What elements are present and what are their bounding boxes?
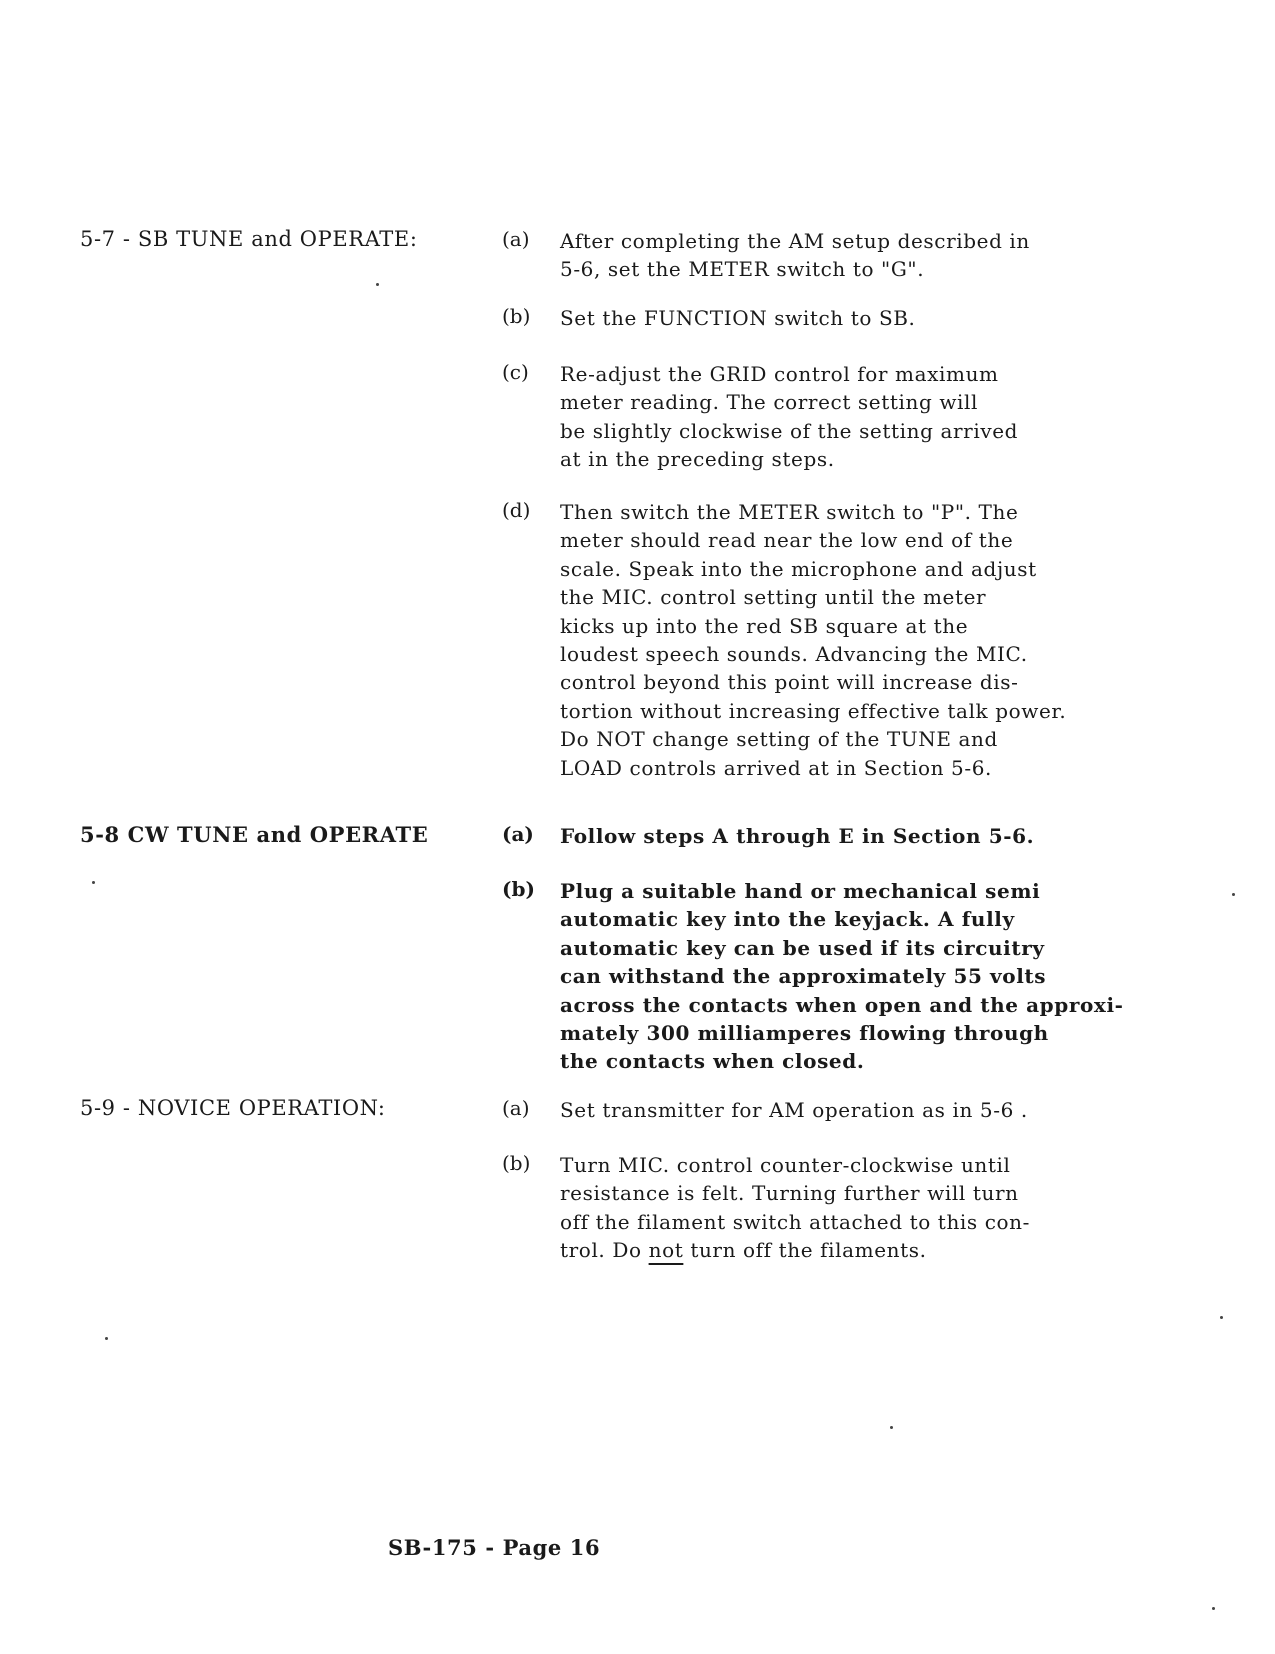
scan-speck <box>92 881 95 884</box>
text-line: mately 300 milliamperes flowing through <box>560 1021 1049 1046</box>
text-line: tortion without increasing effective talk power. <box>560 698 1067 723</box>
text-line: can withstand the approximately 55 volts <box>560 964 1047 989</box>
scan-speck <box>890 1426 893 1429</box>
text-line: automatic key into the keyjack. A fully <box>560 907 1015 932</box>
page-footer: SB-175 - Page 16 <box>388 1535 601 1560</box>
text-line: the contacts when closed. <box>560 1049 865 1074</box>
step-letter: (a) <box>502 1096 530 1120</box>
section-title: 5-9 - NOVICE OPERATION: <box>80 1096 386 1120</box>
text-line: resistance is felt. Turning further will turn <box>560 1181 1019 1206</box>
text-line: kicks up into the red SB square at the <box>560 613 969 638</box>
step-letter: (c) <box>502 360 529 384</box>
step-letter: (d) <box>502 498 531 522</box>
step-text <box>560 227 1030 284</box>
step-text <box>560 822 1034 850</box>
step-letter: (b) <box>502 1151 531 1175</box>
text-line: Turn MIC. control counter-clockwise until <box>560 1153 1011 1177</box>
scan-speck <box>105 1337 108 1340</box>
text-line <box>560 1236 1030 1264</box>
scan-speck <box>1232 893 1235 896</box>
text-line: control beyond this point will increase dis- <box>560 670 1019 695</box>
step-text <box>560 877 1124 1076</box>
text-line: the MIC. control setting until the meter <box>560 585 987 610</box>
underlined-word: not <box>648 1238 684 1263</box>
text-line: Re-adjust the GRID control for maximum <box>560 362 999 386</box>
text-line: Set transmitter for AM operation as in 5-6 . <box>560 1098 1028 1122</box>
text-line: Plug a suitable hand or mechanical semi <box>560 879 1041 903</box>
step-letter: (a) <box>502 227 530 251</box>
section-title: 5-7 - SB TUNE and OPERATE: <box>80 227 418 251</box>
text-line: loudest speech sounds. Advancing the MIC. <box>560 642 1028 667</box>
text-run: turn off the filaments. <box>683 1238 927 1263</box>
step-letter: (a) <box>502 822 534 846</box>
text-line: be slightly clockwise of the setting arrived <box>560 418 1019 443</box>
text-line: meter reading. The correct setting will <box>560 390 979 415</box>
text-line: Then switch the METER switch to "P". The <box>560 500 1019 524</box>
scan-speck <box>1212 1607 1215 1610</box>
text-line: at in the preceding steps. <box>560 447 835 472</box>
scan-speck <box>1220 1316 1223 1319</box>
step-text <box>560 1151 1030 1265</box>
step-text <box>560 498 1066 782</box>
text-line: off the filament switch attached to this con- <box>560 1209 1031 1234</box>
text-line: 5-6, set the METER switch to "G". <box>560 257 925 282</box>
text-line: across the contacts when open and the approxi- <box>560 992 1124 1017</box>
step-text <box>560 360 1018 474</box>
text-line: automatic key can be used if its circuitry <box>560 935 1045 960</box>
text-line: LOAD controls arrived at in Section 5-6. <box>560 755 992 780</box>
text-line: After completing the AM setup described in <box>560 229 1030 253</box>
text-line: scale. Speak into the microphone and adjust <box>560 556 1037 581</box>
scan-speck <box>376 283 379 286</box>
step-letter: (b) <box>502 877 535 901</box>
text-line: Do NOT change setting of the TUNE and <box>560 727 998 752</box>
text-line: Set the FUNCTION switch to SB. <box>560 306 916 330</box>
step-letter: (b) <box>502 304 531 328</box>
text-line: meter should read near the low end of the <box>560 528 1014 553</box>
text-run: trol. Do <box>560 1238 649 1263</box>
text-line: Follow steps A through E in Section 5-6. <box>560 824 1035 848</box>
section-title: 5-8 CW TUNE and OPERATE <box>80 822 429 847</box>
step-text <box>560 304 916 332</box>
step-text <box>560 1096 1028 1124</box>
